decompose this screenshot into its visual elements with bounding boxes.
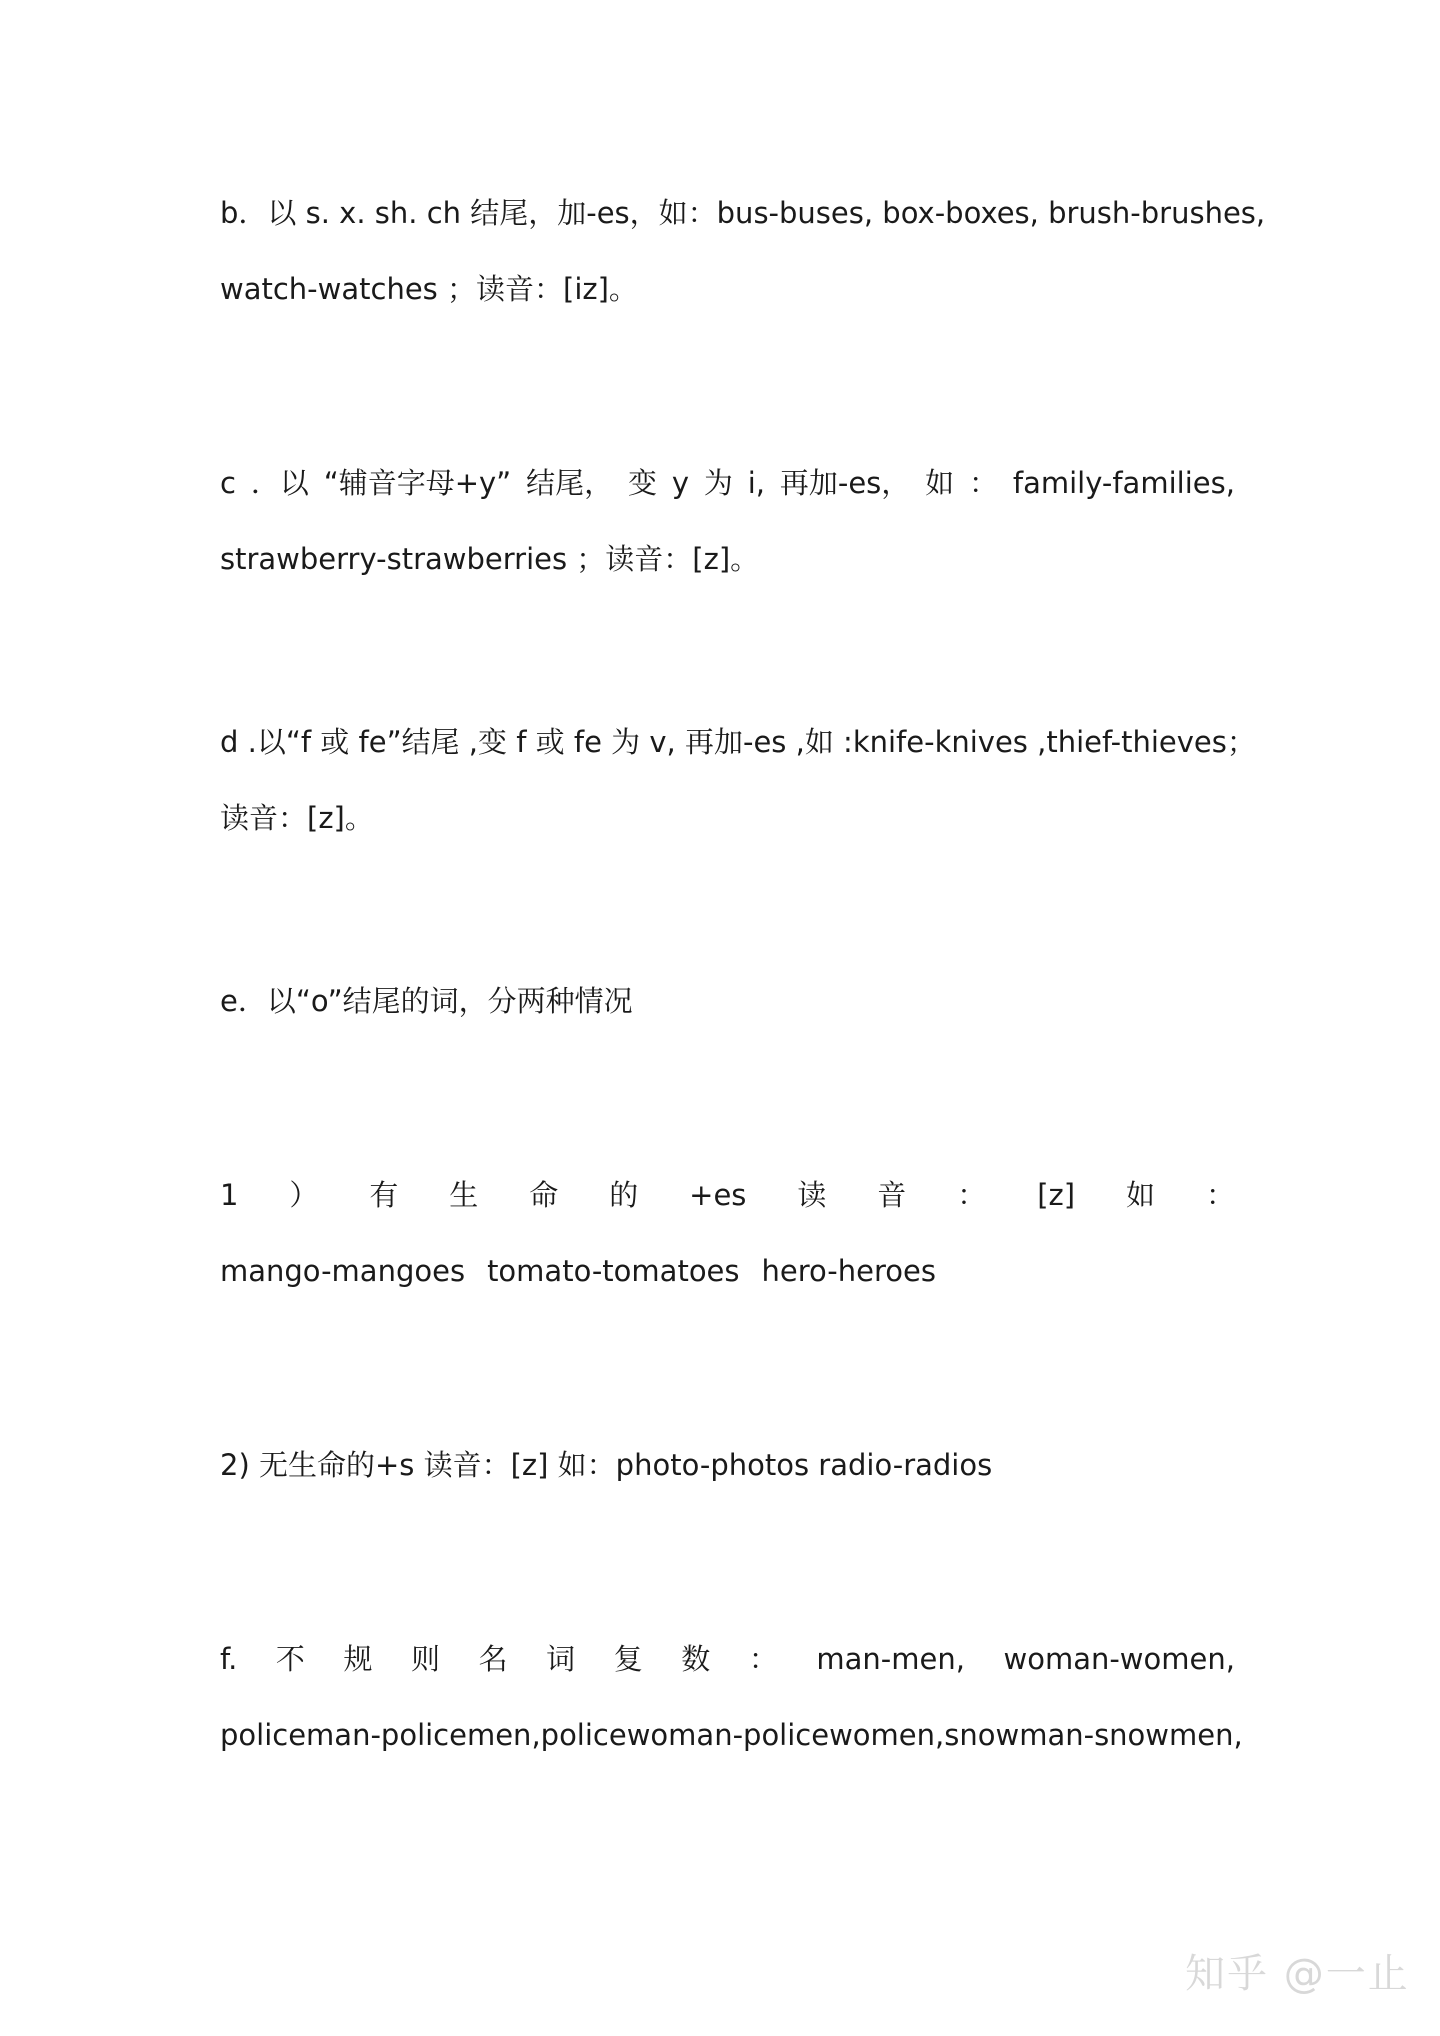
rule-c-part: 如 [925,466,955,500]
rule-c-part: i, [747,466,765,500]
rule-e1-part: +es [689,1178,747,1212]
rule-c-part: ．以 [250,466,309,500]
rule-e1-part: ： [957,1178,987,1212]
rule-f-part: 不 [275,1642,305,1676]
rule-f-part: 复 [613,1642,643,1676]
rule-e1-part: 1 [220,1178,239,1212]
rule-c-part: family-families, [1012,466,1235,500]
rule-e1-part: ： [1205,1178,1235,1212]
rule-f-part: 词 [546,1642,576,1676]
watermark-text: 知乎 @一止 [1185,1951,1410,1997]
rule-f-part: 规 [343,1642,373,1676]
rule-c-line-2: strawberry-strawberries ；读音：[z]。 [220,542,760,576]
rule-e1-part: 有 [369,1178,399,1212]
rule-c-part: 结尾， [526,466,614,500]
rule-f-part: policeman-policemen,policewoman-policewomen, [220,1718,945,1752]
rule-f-part: ： [748,1642,778,1676]
rule-e1-part: 如 [1126,1178,1156,1212]
rule-e1-part: [z] [1037,1178,1076,1212]
rule-c-line-1 [220,463,1235,503]
rule-e1-part: ） [289,1178,319,1212]
rule-f-part: woman-women, [1003,1642,1235,1676]
rule-c-part: 变 [627,466,657,500]
rule-b-line-1: b．以 s. x. sh. ch 结尾，加-es，如：bus-buses, box-boxes, brush-brushes, [220,196,1266,230]
rule-f-line-1 [220,1639,1235,1679]
rule-e1-part: 的 [609,1178,639,1212]
example-word: mango-mangoes [220,1254,466,1288]
rule-e-heading: e．以“o”结尾的词，分两种情况 [220,984,633,1018]
rule-f-part: 则 [411,1642,441,1676]
rule-e2-line-1: 2) 无生命的+s 读音：[z] 如：photo-photos radio-radios [220,1448,993,1482]
rule-f-part: snowman-snowmen, [944,1718,1243,1752]
rule-f-part: f. [220,1642,238,1676]
rule-c-part: y [671,466,689,500]
rule-c-part: c [220,466,236,500]
rule-e1-line-1 [220,1175,1235,1215]
rule-e1-part: 命 [529,1178,559,1212]
rule-d-line-1: d .以“f 或 fe”结尾 ,变 f 或 fe 为 v, 再加-es ,如 :knife-knives ,thief-thieves； [220,725,1256,759]
rule-f-part: 数 [681,1642,711,1676]
rule-b-line-2: watch-watches ；读音：[iz]。 [220,272,638,306]
rule-d-line-2: 读音：[z]。 [220,801,374,835]
rule-c-part: 再加-es， [779,466,911,500]
rule-f-line-2 [220,1715,1243,1755]
rule-e1-part: 读 [797,1178,827,1212]
rule-e1-part: 音 [877,1178,907,1212]
rule-c-part: ： [969,466,999,500]
rule-f-part: 名 [478,1642,508,1676]
example-word: tomato-tomatoes [487,1254,740,1288]
example-word: hero-heroes [761,1254,936,1288]
rule-c-part: “辅音字母+y” [323,466,512,500]
rule-e1-part: 生 [449,1178,479,1212]
rule-f-part: man-men, [816,1642,965,1676]
rule-c-part: 为 [703,466,733,500]
rule-e1-line-2 [220,1251,1235,1291]
